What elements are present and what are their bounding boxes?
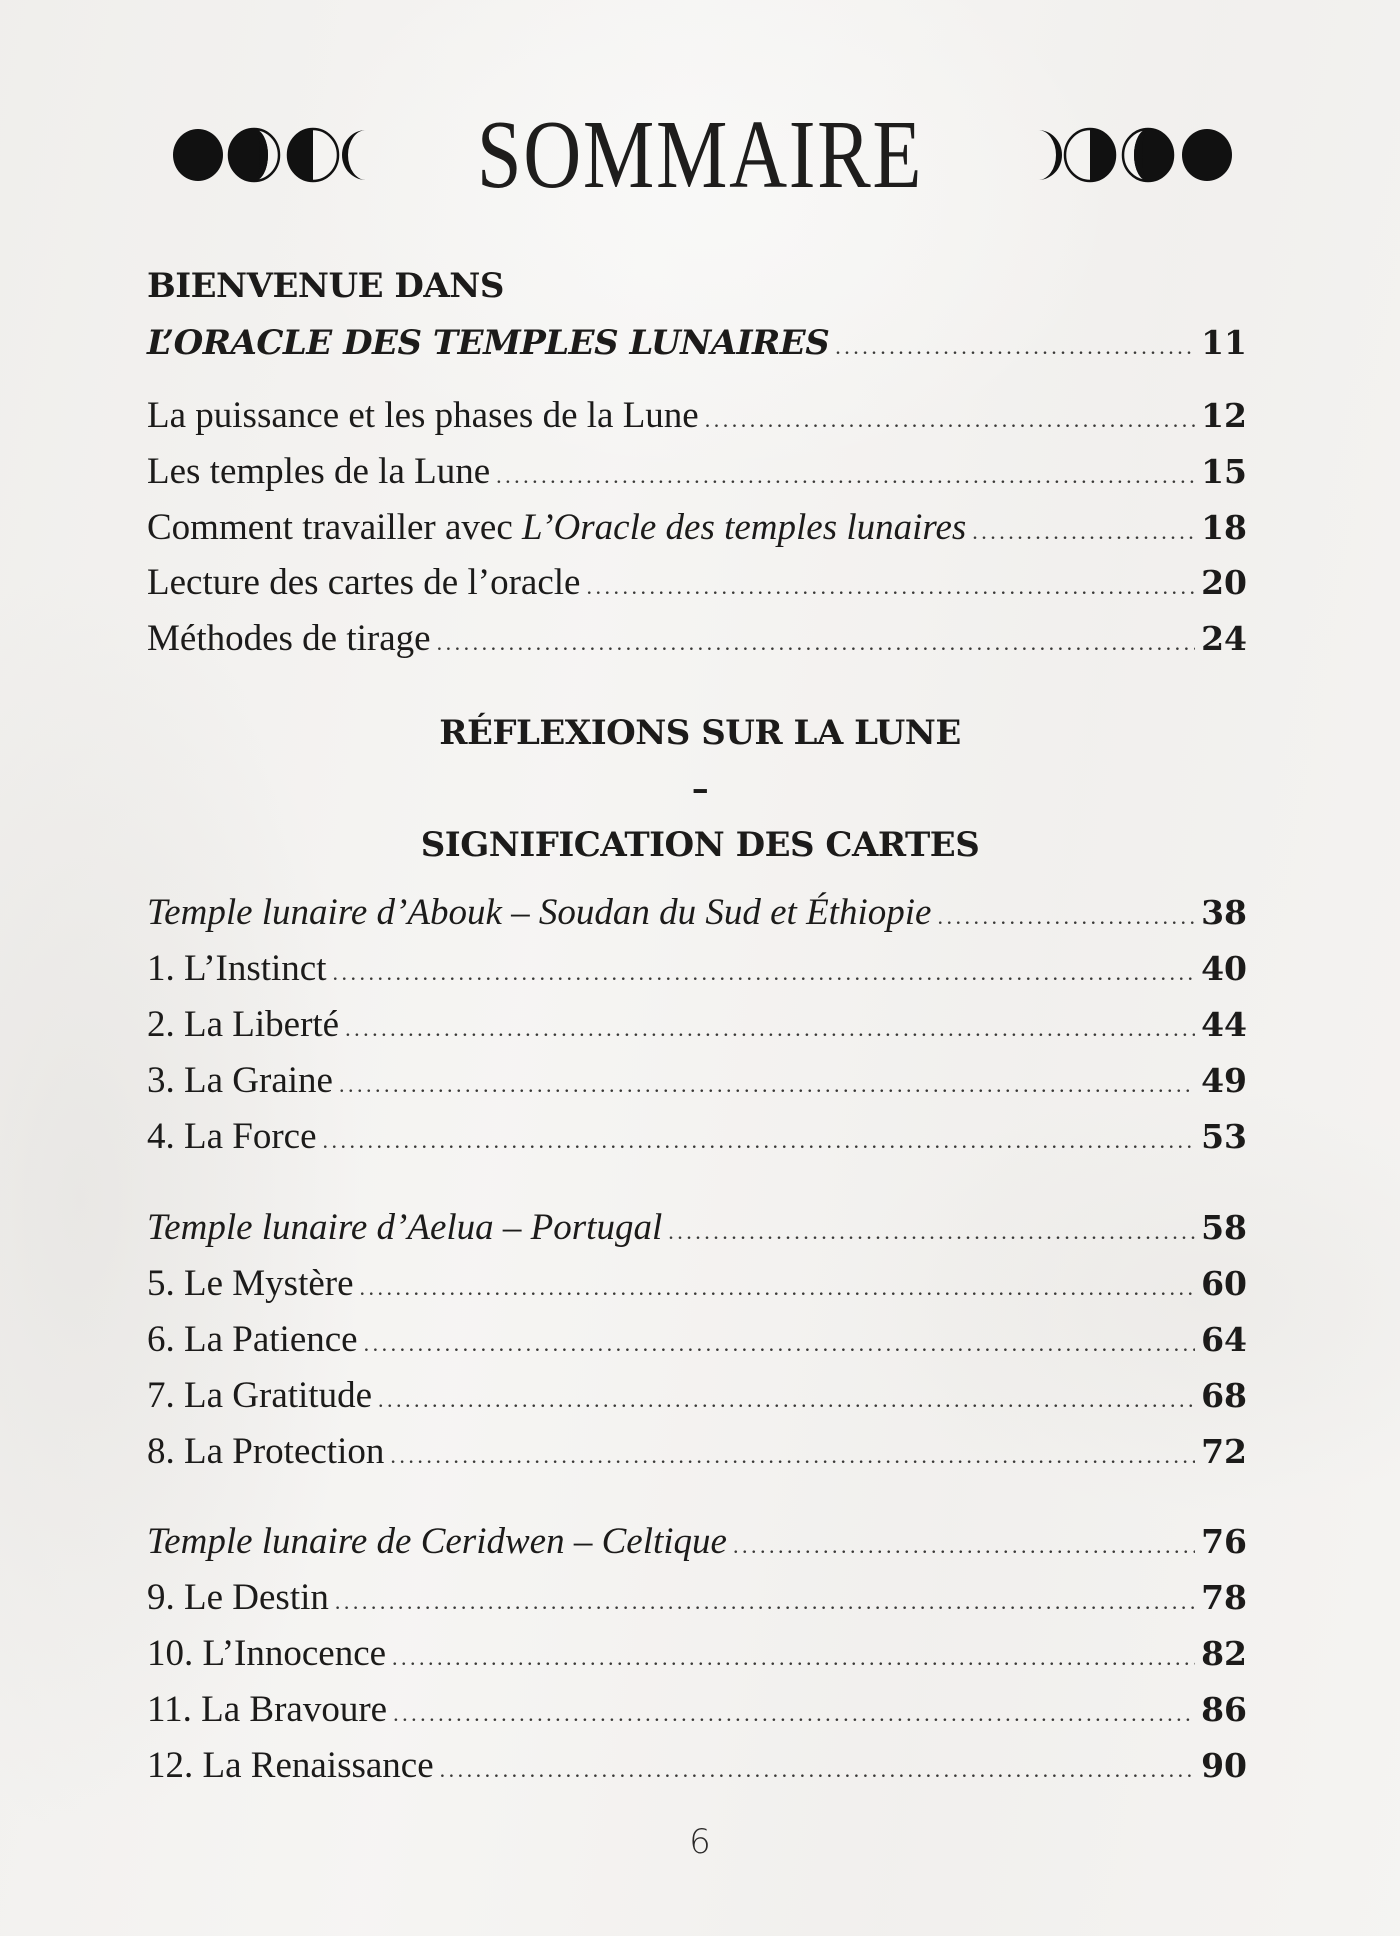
section-heading-line1: RÉFLEXIONS SUR LA LUNE [439,713,961,753]
dot-leader [937,892,1195,942]
toc-entry[interactable] [147,447,1247,497]
toc-entry-page: 53 [1201,1117,1247,1156]
dot-leader [378,1375,1195,1425]
toc-card-entry[interactable] [147,1000,1247,1050]
toc-entry-page: 20 [1201,563,1247,602]
toc-entry-label: 6. La Patience [147,1319,358,1360]
toc-card-entry[interactable] [147,1629,1247,1679]
dot-leader [339,1060,1195,1110]
toc-entry-page: 76 [1201,1522,1247,1561]
toc-entry-page: 11 [1201,323,1247,362]
page-title: SOMMAIRE [476,101,924,209]
section-heading-line2: SIGNIFICATION DES CARTES [420,825,980,865]
toc-entry-page: 38 [1201,893,1247,932]
toc-entry-page: 72 [1201,1432,1247,1471]
toc-entry-label: 7. La Gratitude [147,1375,372,1416]
toc-entry-label-italic: L’Oracle des temples lunaires [522,507,967,548]
dot-leader [705,395,1195,445]
toc-entry[interactable] [147,614,1247,664]
toc-card-entry[interactable] [147,1685,1247,1735]
toc-card-entry[interactable] [147,1315,1247,1365]
dot-leader [440,1745,1195,1795]
gibbous-moon-icon [1123,129,1173,181]
toc-temple-entry[interactable] [147,1203,1247,1253]
dot-leader [335,1577,1195,1627]
toc-entry-label: 10. L’Innocence [147,1633,387,1674]
toc-entry-label: Temple lunaire de Ceridwen – Celtique [147,1521,727,1562]
toc-entry-page: 90 [1201,1746,1247,1785]
dot-leader [345,1004,1195,1054]
page-number: 6 [689,1822,711,1862]
toc-entry-label: 4. La Force [147,1116,317,1157]
dot-leader [668,1207,1195,1257]
toc-entry-label: Les temples de la Lune [147,451,491,492]
toc-entry-label: 8. La Protection [147,1431,385,1472]
section-heading-separator: – [691,769,709,809]
toc-entry-page: 64 [1201,1320,1247,1359]
toc-entry-page: 86 [1201,1690,1247,1729]
toc-entry-page: 68 [1201,1376,1247,1415]
toc-entry[interactable] [147,558,1247,608]
dot-leader [733,1521,1195,1571]
toc-temple-entry[interactable] [147,888,1247,938]
dot-leader [392,1633,1195,1683]
toc-entry-page: 12 [1201,396,1247,435]
dot-leader [972,507,1195,557]
toc-entry-page: 40 [1201,949,1247,988]
toc-entry-page: 18 [1201,508,1247,547]
welcome-heading-line1: BIENVENUE DANS [147,266,504,306]
toc-entry-page: 49 [1201,1061,1247,1100]
toc-entry-label: L’ORACLE DES TEMPLES LUNAIRES [147,323,830,363]
toc-entry-page: 82 [1201,1634,1247,1673]
toc-entry-label: 9. Le Destin [147,1577,329,1618]
toc-entry[interactable] [147,391,1247,441]
dot-leader [364,1319,1195,1369]
toc-temple-entry[interactable] [147,1517,1247,1567]
dot-leader [393,1689,1195,1739]
toc-card-entry[interactable] [147,1112,1247,1162]
toc-entry-label: Temple lunaire d’Aelua – Portugal [147,1207,663,1248]
dot-leader [323,1116,1196,1166]
dot-leader [437,618,1195,668]
dot-leader [835,322,1195,372]
toc-entry[interactable] [147,503,1247,553]
dot-leader [496,451,1195,501]
dot-leader [333,948,1196,998]
toc-entry-label: 5. Le Mystère [147,1263,354,1304]
toc-card-entry[interactable] [147,1741,1247,1791]
toc-entry-welcome[interactable] [147,318,1247,368]
toc-entry-page: 78 [1201,1578,1247,1617]
title-row [0,100,1400,210]
toc-entry-label: 12. La Renaissance [147,1745,434,1786]
toc-card-entry[interactable] [147,1056,1247,1106]
toc-entry-label: 11. La Bravoure [147,1689,388,1730]
toc-entry-page: 60 [1201,1264,1247,1303]
half-moon-icon [1065,129,1115,181]
toc-entry-page: 44 [1201,1005,1247,1044]
full-moon-icon [1182,129,1232,181]
toc-card-entry[interactable] [147,944,1247,994]
toc-entry-page: 58 [1201,1208,1247,1247]
moon-phases-right-icon [1030,127,1240,183]
toc-card-entry[interactable] [147,1573,1247,1623]
toc-entry-label: La puissance et les phases de la Lune [147,395,699,436]
toc-entry-page: 15 [1201,452,1247,491]
dot-leader [586,562,1195,612]
dot-leader [390,1431,1195,1481]
toc-entry-label: Lecture des cartes de l’oracle [147,562,581,603]
toc-entry-label: 3. La Graine [147,1060,333,1101]
toc-entry-label: Temple lunaire d’Abouk – Soudan du Sud et Éthiopie [147,892,932,933]
toc-card-entry[interactable] [147,1259,1247,1309]
toc-entry-label: 2. La Liberté [147,1004,340,1045]
toc-card-entry[interactable] [147,1371,1247,1421]
toc-entry-label [147,503,966,553]
crescent-moon-icon [1038,130,1062,180]
toc-entry-label: 1. L’Instinct [147,948,327,989]
toc-entry-label-plain: Comment travailler avec [147,507,522,548]
dot-leader [360,1263,1196,1313]
toc-entry-page: 24 [1201,619,1247,658]
toc-card-entry[interactable] [147,1427,1247,1477]
toc-entry-label: Méthodes de tirage [147,618,431,659]
